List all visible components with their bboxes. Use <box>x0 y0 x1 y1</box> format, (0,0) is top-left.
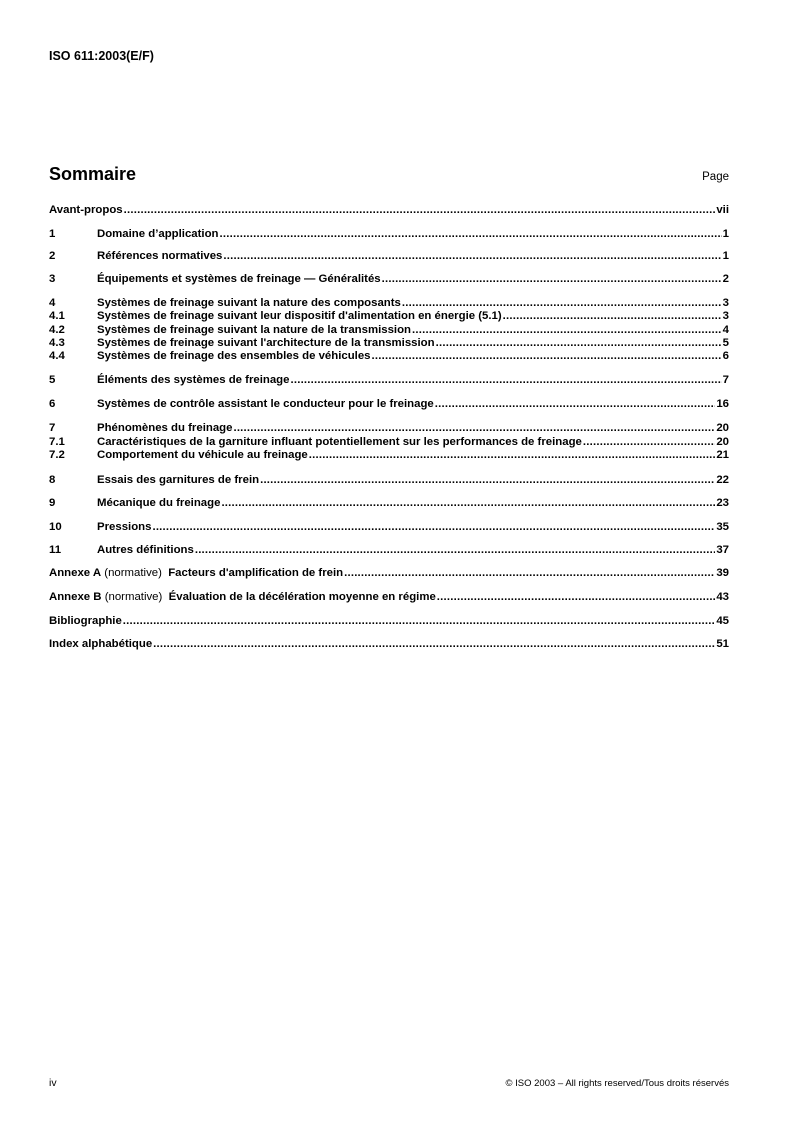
toc-entry-text: Équipements et systèmes de freinage — Généralités <box>97 273 381 285</box>
annex-label: Annexe A <box>49 567 102 579</box>
footer-page-number: iv <box>49 1077 57 1089</box>
toc-entry-number: 5 <box>49 374 56 386</box>
toc-entry-number: 10 <box>49 521 62 533</box>
toc-entry-number: 4.4 <box>49 350 65 362</box>
toc-entry-text: Facteurs d'amplification de frein <box>168 567 344 579</box>
toc-entry-page: 16 <box>716 398 729 410</box>
toc-entry-number: 4 <box>49 297 56 309</box>
toc-entry-text: Phénomènes du freinage <box>97 422 233 434</box>
toc-entry-number: 3 <box>49 273 56 285</box>
toc-entry[interactable] <box>49 421 729 435</box>
toc-entry-text: Domaine d’application <box>97 228 219 240</box>
toc-leader <box>221 497 715 510</box>
footer-copyright: © ISO 2003 – All rights reserved/Tous droits réservés <box>505 1078 729 1089</box>
toc-entry-text: Systèmes de freinage des ensembles de véhicules <box>97 350 371 362</box>
toc-entry-number: 2 <box>49 250 56 262</box>
toc-leader <box>437 591 716 604</box>
toc-entry-text: Avant-propos <box>49 204 123 216</box>
toc-entry-number: 9 <box>49 497 56 509</box>
toc-entry-annex[interactable] <box>49 566 729 580</box>
toc-entry-text: Pressions <box>97 521 152 533</box>
toc-entry-page: 2 <box>722 273 729 285</box>
toc-leader <box>195 544 716 557</box>
document-id: ISO 611:2003(E/F) <box>49 49 154 63</box>
toc-leader <box>233 422 715 435</box>
toc-entry-number: 4.2 <box>49 324 65 336</box>
toc-entry-page: 39 <box>716 567 729 579</box>
toc-leader <box>344 567 715 580</box>
toc-entry[interactable] <box>49 435 729 449</box>
toc-entry-page: vii <box>716 204 729 216</box>
toc-entry[interactable] <box>49 272 729 286</box>
toc-entry[interactable] <box>49 397 729 411</box>
toc-entry-page: 22 <box>716 474 729 486</box>
page-column-label: Page <box>702 171 729 183</box>
toc-entry-page: 7 <box>722 374 729 386</box>
toc-entry[interactable] <box>49 637 729 651</box>
toc-entry-number: 7.2 <box>49 449 65 461</box>
toc-title: Sommaire <box>49 164 137 184</box>
toc-entry[interactable] <box>49 496 729 510</box>
toc-entry-text: Références normatives <box>97 250 223 262</box>
toc-entry[interactable] <box>49 349 729 363</box>
toc-entry-page: 51 <box>716 638 729 650</box>
toc-entry[interactable] <box>49 543 729 557</box>
toc-entry-page: 3 <box>722 310 729 322</box>
toc-entry-page: 1 <box>722 250 729 262</box>
toc-entry[interactable] <box>49 296 729 310</box>
toc-entry-text: Essais des garnitures de frein <box>97 474 260 486</box>
toc-entry-page: 6 <box>722 350 729 362</box>
toc-entry-page: 43 <box>716 591 729 603</box>
toc-entry[interactable] <box>49 336 729 350</box>
toc-entry-text: Caractéristiques de la garniture influant potentiellement sur les performances de freinage <box>97 436 582 448</box>
toc-entry-text: Évaluation de la décélération moyenne en régime <box>168 591 436 603</box>
toc-leader <box>152 521 715 534</box>
toc-entry[interactable] <box>49 249 729 263</box>
toc-leader <box>290 374 721 387</box>
toc-entry-page: 1 <box>722 228 729 240</box>
toc-leader <box>309 449 716 462</box>
toc-entry[interactable] <box>49 448 729 462</box>
annex-qualifier: (normative) <box>101 591 169 603</box>
toc-entry-text: Comportement du véhicule au freinage <box>97 449 308 461</box>
toc-entry-text: Éléments des systèmes de freinage <box>97 374 290 386</box>
toc-entry-text: Systèmes de freinage suivant l'architecture de la transmission <box>97 337 435 349</box>
toc-entry-text: Systèmes de freinage suivant la nature de la transmission <box>97 324 411 336</box>
toc-entry[interactable] <box>49 203 729 217</box>
toc-entry-page: 35 <box>716 521 729 533</box>
toc-entry-page: 4 <box>722 324 729 336</box>
toc-entry-page: 45 <box>716 615 729 627</box>
toc-entry-text: Mécanique du freinage <box>97 497 221 509</box>
toc-leader <box>124 204 716 217</box>
toc-entry[interactable] <box>49 473 729 487</box>
annex-qualifier: (normative) <box>101 567 169 579</box>
toc-entry-text: Index alphabétique <box>49 638 153 650</box>
toc-title-row <box>49 161 729 185</box>
toc-entry[interactable] <box>49 227 729 241</box>
toc-entry-number: 1 <box>49 228 56 240</box>
toc-leader <box>223 250 721 263</box>
toc-entry-page: 5 <box>722 337 729 349</box>
toc-entry-text: Bibliographie <box>49 615 122 627</box>
toc-entry-number: 4.1 <box>49 310 65 322</box>
toc-leader <box>153 638 715 651</box>
toc-entry-annex[interactable] <box>49 590 729 604</box>
toc-entry-number: 7 <box>49 422 56 434</box>
toc-leader <box>260 474 715 487</box>
toc-entry[interactable] <box>49 373 729 387</box>
toc-entry-page: 20 <box>716 422 729 434</box>
toc-leader <box>503 310 722 323</box>
toc-leader <box>435 398 716 411</box>
toc-entry[interactable] <box>49 309 729 323</box>
toc-entry[interactable] <box>49 614 729 628</box>
toc-entry-page: 37 <box>716 544 729 556</box>
toc-entry-page: 3 <box>722 297 729 309</box>
toc-entry-number: 6 <box>49 398 56 410</box>
toc-leader <box>372 350 722 363</box>
toc-entry-text: Systèmes de contrôle assistant le conducteur pour le freinage <box>97 398 434 410</box>
toc-entry-number: 8 <box>49 474 56 486</box>
toc-entry[interactable] <box>49 323 729 337</box>
toc-leader <box>382 273 722 286</box>
toc-entry-number: 7.1 <box>49 436 65 448</box>
annex-label: Annexe B <box>49 591 102 603</box>
toc-entry-page: 20 <box>716 436 729 448</box>
toc-entry-page: 23 <box>716 497 729 509</box>
toc-entry[interactable] <box>49 520 729 534</box>
toc-entry-number: 11 <box>49 544 62 556</box>
toc-leader <box>123 615 716 628</box>
toc-entry-text: Systèmes de freinage suivant leur dispositif d'alimentation en énergie (5.1) <box>97 310 502 322</box>
toc-entry-page: 21 <box>716 449 729 461</box>
toc-entry-text: Autres définitions <box>97 544 194 556</box>
toc-entry-text: Systèmes de freinage suivant la nature des composants <box>97 297 401 309</box>
toc-entry-number: 4.3 <box>49 337 65 349</box>
toc-leader <box>220 228 722 241</box>
